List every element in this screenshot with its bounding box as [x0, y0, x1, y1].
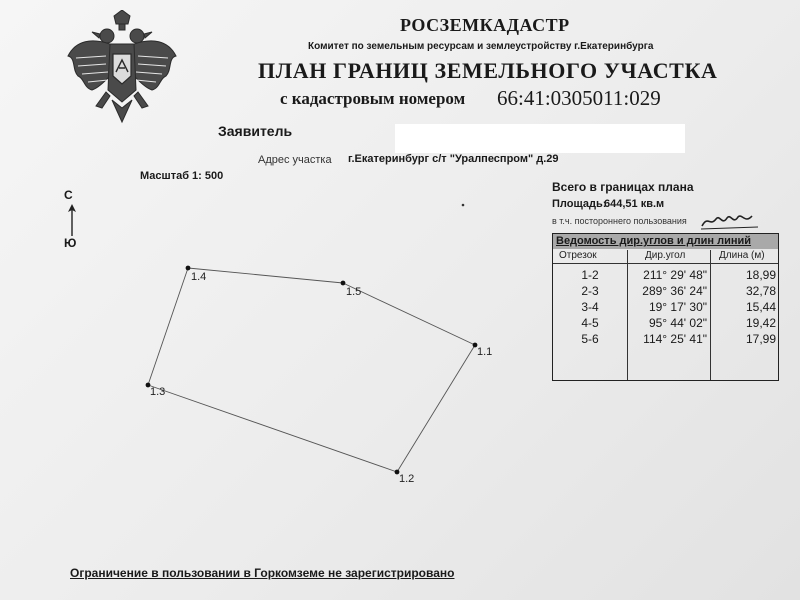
- vertex-point: [395, 470, 400, 475]
- table-row: [553, 299, 778, 315]
- boundary-line: [148, 385, 397, 472]
- table-row: [553, 267, 778, 283]
- angle-cell: 114° 25' 41": [643, 332, 707, 346]
- restriction-note: Ограничение в пользовании в Горкомземе не зарегистрировано: [70, 566, 455, 580]
- table-row: [553, 283, 778, 299]
- column-header-segment: Отрезок: [559, 250, 597, 261]
- boundary-line: [148, 268, 188, 385]
- total-area-label: Всего в границах плана: [552, 180, 694, 194]
- segment-cell: 3-4: [581, 300, 599, 314]
- angle-cell: 19° 17' 30": [648, 300, 707, 314]
- table-row: [553, 331, 778, 347]
- column-header-angle: Дир.угол: [645, 250, 686, 261]
- segment-cell: 5-6: [581, 332, 599, 346]
- vertex-point: [146, 383, 151, 388]
- area-label: Площадь:: [552, 198, 607, 210]
- vertex-point: [473, 343, 478, 348]
- segment-cell: 1-2: [581, 268, 599, 282]
- redacted-applicant-name: [395, 124, 685, 153]
- committee-name: Комитет по земельным ресурсам и землеустройству г.Екатеринбурга: [308, 41, 654, 52]
- vertex-point: [186, 266, 191, 271]
- vertex-label: 1.4: [191, 271, 207, 283]
- boundary-line: [188, 268, 343, 283]
- length-cell: 19,42: [745, 316, 776, 330]
- organization-name: РОСЗЕМКАДАСТР: [400, 15, 570, 35]
- segment-cell: 2-3: [581, 284, 599, 298]
- handwritten-mark: [700, 211, 760, 231]
- address-value: г.Екатеринбург с/т "Уралпеспром" д.29: [348, 153, 559, 165]
- length-cell: 15,44: [745, 300, 776, 314]
- north-arrow-icon: [66, 202, 78, 238]
- south-marker-label: Ю: [64, 236, 77, 250]
- other-use-label: в т.ч. постороннего пользования: [552, 216, 687, 226]
- angle-cell: 211° 29' 48": [643, 268, 707, 282]
- parcel-vertices: [146, 266, 478, 475]
- segment-cell: 4-5: [581, 316, 599, 330]
- length-cell: 32,78: [745, 284, 776, 298]
- coat-of-arms-emblem: [62, 10, 182, 130]
- angles-lengths-table: [552, 233, 779, 381]
- table-row: [553, 315, 778, 331]
- cadastral-prefix: с кадастровым номером: [280, 89, 466, 108]
- parcel-boundary: [148, 268, 475, 472]
- cadastral-number: 66:41:0305011:029: [497, 86, 661, 110]
- vertex-label: 1.3: [150, 386, 166, 398]
- column-header-length: Длина (м): [719, 250, 765, 261]
- boundary-line: [343, 283, 475, 345]
- address-label: Адрес участка: [258, 154, 332, 166]
- header-divider: [553, 263, 778, 264]
- angle-cell: 289° 36' 24": [642, 284, 707, 298]
- length-cell: 17,99: [745, 332, 776, 346]
- length-cell: 18,99: [745, 268, 776, 282]
- area-value: 644,51 кв.м: [604, 198, 665, 210]
- plan-title: ПЛАН ГРАНИЦ ЗЕМЕЛЬНОГО УЧАСТКА: [258, 58, 718, 83]
- vertex-label: 1.1: [477, 346, 493, 358]
- table-title: Ведомость дир.углов и длин линий: [553, 234, 778, 249]
- vertex-label: 1.2: [399, 473, 415, 485]
- angle-cell: 95° 44' 02": [648, 316, 707, 330]
- vertex-point: [341, 281, 346, 286]
- scale-label: Масштаб 1: 500: [140, 170, 224, 182]
- north-marker-label: С: [64, 188, 73, 202]
- vertex-label: 1.5: [346, 286, 362, 298]
- applicant-label: Заявитель: [218, 123, 293, 139]
- stray-dot: [462, 204, 465, 207]
- boundary-line: [397, 345, 475, 472]
